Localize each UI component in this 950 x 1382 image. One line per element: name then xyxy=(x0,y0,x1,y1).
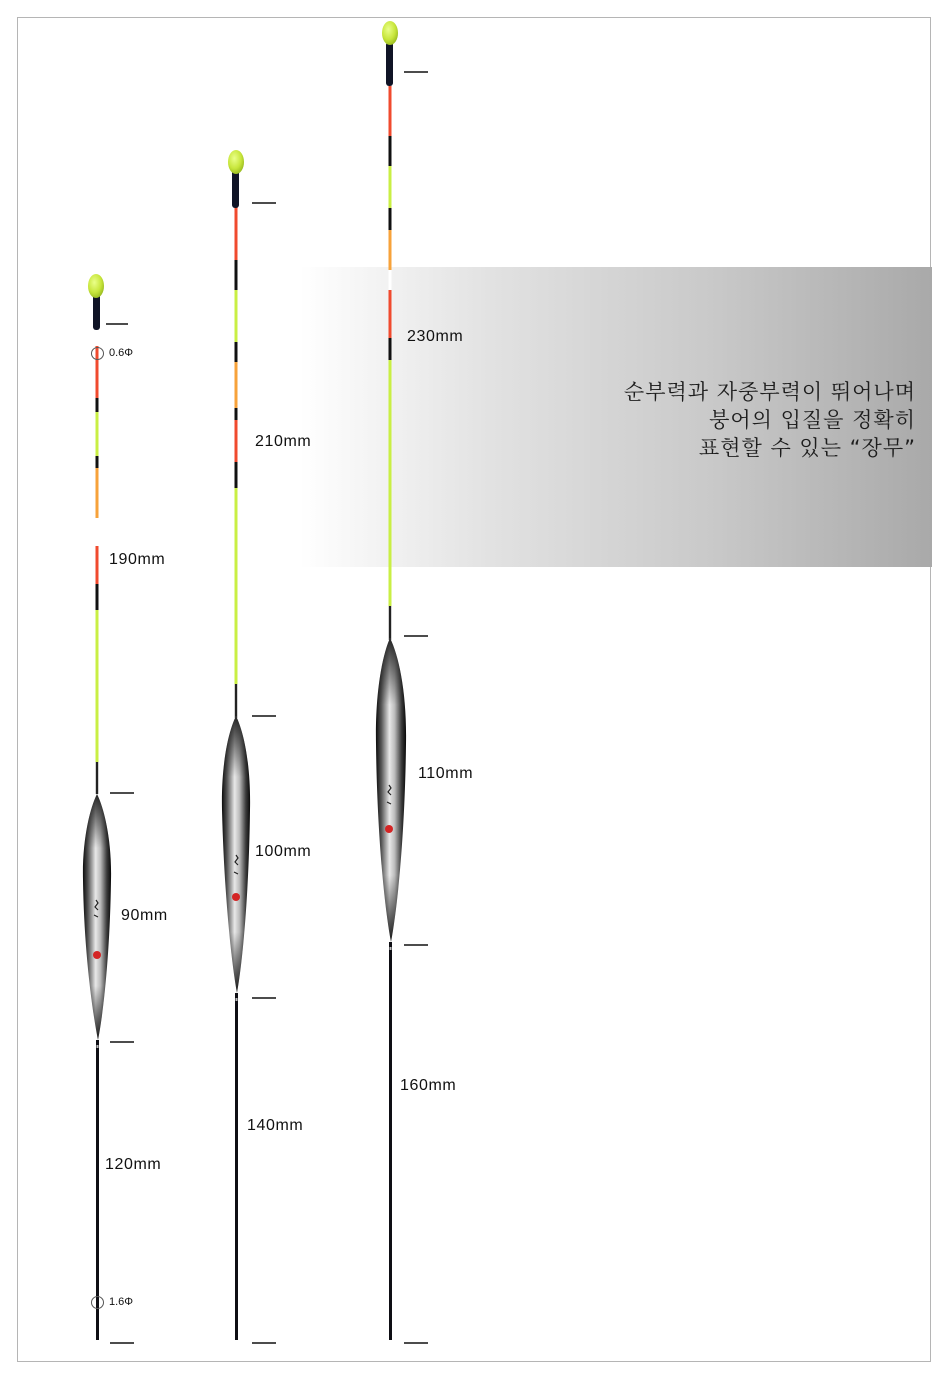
top-diameter-label: 0.6Φ xyxy=(109,347,134,359)
float-large-stem xyxy=(389,942,392,1340)
float-large-seal xyxy=(385,825,393,833)
float-medium-top-length: 210mm xyxy=(255,433,312,450)
stem-diameter-label: 1.6Φ xyxy=(109,1296,134,1308)
float-large-top xyxy=(389,86,392,640)
tagline-line-2: 붕어의 입질을 정확히 xyxy=(709,408,916,432)
float-medium-tip-stem xyxy=(232,170,239,208)
float-medium-body-length: 100mm xyxy=(255,843,312,860)
float-small-seal xyxy=(93,951,101,959)
float-large-stem-length: 160mm xyxy=(400,1077,457,1094)
float-small xyxy=(83,274,134,1343)
top-diameter-marker-icon xyxy=(91,347,104,360)
float-large-tip-stem xyxy=(386,42,393,86)
float-small-tip xyxy=(88,274,104,298)
float-large-tip xyxy=(382,21,398,45)
tagline-line-3: 표현할 수 있는 “장무” xyxy=(698,436,916,460)
float-small-top xyxy=(96,346,99,794)
float-medium xyxy=(222,150,276,1343)
float-small-stem xyxy=(96,1040,99,1340)
float-medium-tip xyxy=(228,150,244,174)
stem-diameter-marker-icon xyxy=(91,1296,104,1309)
tagline-line-1: 순부력과 자중부력이 뛰어나며 xyxy=(623,380,916,404)
float-small-body-length: 90mm xyxy=(121,907,168,924)
float-large xyxy=(376,21,428,1343)
float-medium-top xyxy=(235,206,238,718)
float-small-stem-length: 120mm xyxy=(105,1156,162,1173)
float-medium-stem xyxy=(235,993,238,1340)
float-large-body-length: 110mm xyxy=(418,765,474,782)
float-medium-seal xyxy=(232,893,240,901)
float-large-top-length: 230mm xyxy=(407,328,464,345)
float-medium-stem-length: 140mm xyxy=(247,1117,304,1134)
float-small-top-length: 190mm xyxy=(109,551,166,568)
